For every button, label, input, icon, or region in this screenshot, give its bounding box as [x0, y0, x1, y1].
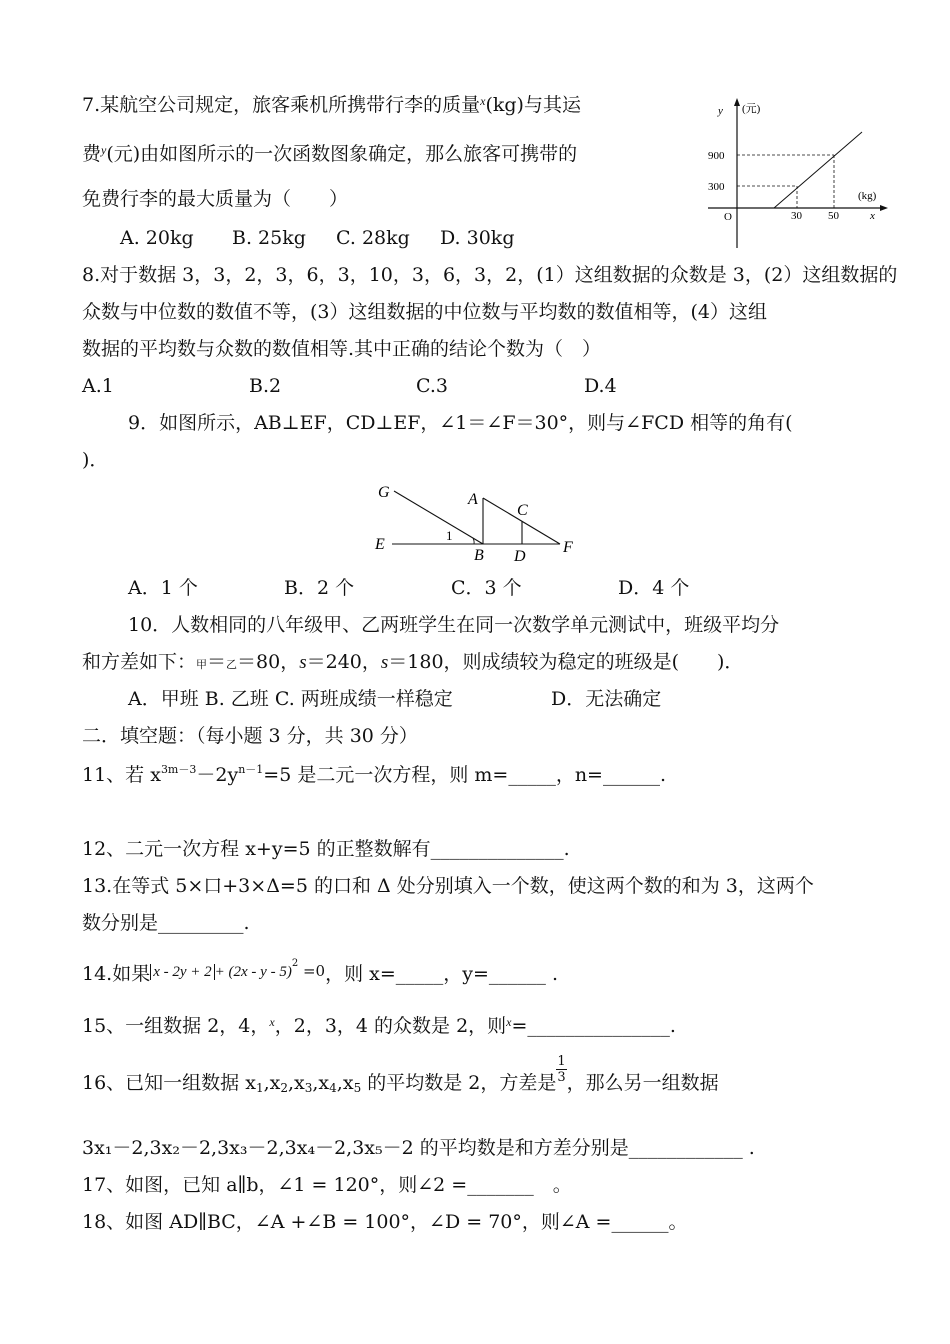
q7-option-c: C. 28kg [336, 227, 410, 249]
q10-line2: 和方差如下：甲＝乙＝80，s＝240，s＝180，则成绩较为稳定的班级是( )． [82, 651, 744, 673]
y-tick-900: 900 [708, 150, 725, 162]
svg-text:C: C [517, 502, 528, 519]
x-unit: (kg) [858, 190, 877, 202]
q18-line: 18、如图 AD∥BC，∠A +∠B = 100°，∠D = 70°，则∠A =______。 [82, 1211, 688, 1233]
svg-text:A: A [468, 491, 478, 508]
q11-line: 11、若 $x^{3m-3}-2y^{n-1}=5$ 是二元一次方程，则 m=_____，n=______. [82, 763, 667, 786]
q9-line2: )． [82, 449, 109, 471]
q8-option-b: B.2 [249, 375, 282, 397]
q9-option-d: D．4 个 [618, 577, 690, 599]
q12-line: 12、二元一次方程 x+y=5 的正整数解有______________. [82, 838, 570, 860]
y-label: y [718, 105, 723, 117]
svg-text:G: G [378, 484, 390, 501]
q8-option-d: D.4 [584, 375, 617, 397]
q7-line2: 费$^y$(元)由如图所示的一次函数图象确定，那么旅客可携带的 [82, 143, 578, 165]
y-axis-arrow [734, 98, 740, 106]
x-axis-arrow [880, 205, 888, 211]
origin-label: O [724, 211, 732, 223]
q8-line2: 众数与中位数的数值不等，(3）这组数据的中位数与平均数的数值相等，(4）这组 [82, 301, 768, 323]
q13-line2: 数分别是_________. [82, 912, 250, 934]
q8-option-c: C.3 [416, 375, 448, 397]
q17-line: 17、如图，已知 a∥b，∠1 = 120°，则∠2 =_______ 。 [82, 1174, 572, 1196]
q9-option-b: B．2 个 [284, 577, 355, 599]
q16-line1: 16、已知一组数据 $x_1,x_2,x_3,x_4,x_5$ 的平均数是 2，方差是 $\frac{1}{3}$ ，那么另一组数据 [82, 1053, 719, 1095]
q15-line: 15、一组数据 2，4，$^x$，2，3，4 的众数是 2，则$^x$=_______________. [82, 1015, 676, 1037]
q10-option-d: D．无法确定 [551, 688, 662, 710]
q8-option-a: A.1 [82, 375, 114, 397]
fraction-one-third: $\frac{1}{3}$ [557, 1053, 566, 1085]
q7-line3: 免费行李的最大质量为（ ） [82, 188, 349, 210]
q8-line3: 数据的平均数与众数的数值相等.其中正确的结论个数为（ ） [82, 338, 602, 360]
section-2-heading: 二．填空题：（每小题 3 分，共 30 分） [82, 725, 418, 747]
q16-line2: 3x₁－2,3x₂－2,3x₃－2,3x₄－2,3x₅－2 的平均数是和方差分别是____________ . [82, 1137, 755, 1159]
y-tick-300: 300 [708, 181, 725, 193]
svg-text:E: E [375, 536, 385, 553]
svg-text:1: 1 [446, 528, 453, 543]
q7-option-d: D. 30kg [440, 227, 515, 249]
svg-text:D: D [514, 548, 526, 565]
graph-line [774, 132, 862, 208]
x-tick-30: 30 [791, 210, 802, 222]
x-label: x [870, 210, 875, 222]
q9-figure [370, 478, 585, 566]
y-unit: (元) [742, 103, 761, 115]
q7-option-b: B. 25kg [232, 227, 306, 249]
svg-text:F: F [563, 539, 573, 556]
q10-option-abc: A．甲班 B. 乙班 C. 两班成绩一样稳定 [128, 688, 453, 710]
svg-text:B: B [474, 547, 484, 564]
q9-option-c: C．3 个 [451, 577, 522, 599]
q7-line1: 7.某航空公司规定，旅客乘机所携带行李的质量$^x$(kg)与其运 [82, 94, 581, 116]
q13-line1: 13.在等式 5×口+3×Δ=5 的口和 Δ 处分别填入一个数，使这两个数的和为 3，这两个 [82, 875, 814, 897]
q7-function-graph [700, 96, 890, 256]
q14-line: 14.如果 $^{x - 2y + 2}$ $^{+ (2x - y - 5)2}$ $^{=0}$，则 x=_____，y=______ . [82, 958, 559, 985]
q9-line1: 9．如图所示，AB⊥EF，CD⊥EF，∠1＝∠F＝30°，则与∠FCD 相等的角有( [128, 412, 793, 434]
q10-line1: 10．人数相同的八年级甲、乙两班学生在同一次数学单元测试中，班级平均分 [128, 614, 780, 636]
q7-option-a: A. 20kg [120, 227, 194, 249]
x-tick-50: 50 [828, 210, 839, 222]
q8-line1: 8.对于数据 3，3，2，3，6，3，10，3，6，3，2，(1）这组数据的众数是 3，(2）这组数据的 [82, 264, 898, 286]
q9-option-a: A．1 个 [128, 577, 198, 599]
